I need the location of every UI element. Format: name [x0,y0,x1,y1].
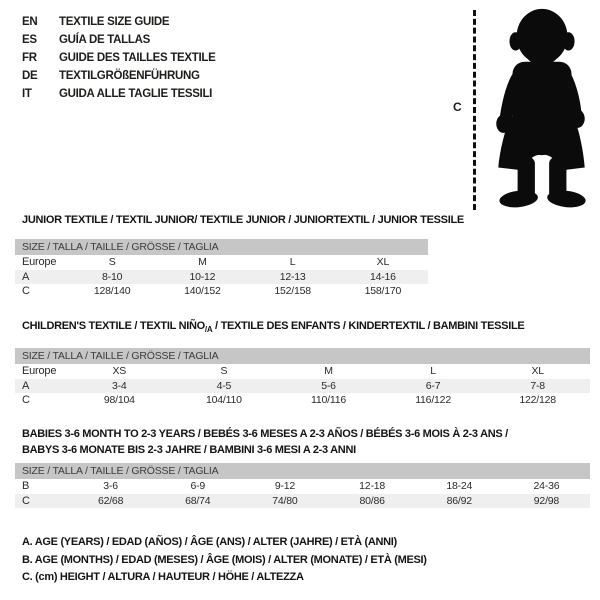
baby-silhouette-icon [480,6,600,211]
language-code: ES [22,34,37,46]
size-value-cell: 80/86 [359,494,385,507]
size-value-cell: 12-18 [359,480,386,493]
table-row [15,494,590,509]
size-value-cell: 68/74 [185,494,211,507]
note-line: A. AGE (YEARS) / EDAD (AÑOS) / ÂGE (ANS) / ALTER (JAHRE) / ETÀ (ANNI) [22,536,397,548]
size-value-cell: S [220,365,228,378]
size-value-cell: 14-16 [369,270,396,283]
size-value-cell: 152/158 [274,285,311,298]
size-value-cell: 18-24 [446,480,473,493]
language-title: GUIDA ALLE TAGLIE TESSILI [59,88,213,100]
children-title-post: / TEXTILE DES ENFANTS / KINDERTEXTIL / BAMBINI TESSILE [212,320,525,332]
size-value-cell: 74/80 [272,494,298,507]
height-measure-label: C [453,100,462,114]
size-value-cell: 110/116 [310,394,346,407]
size-value-cell: XS [112,365,127,378]
table-row [15,284,428,299]
size-value-cell: 92/98 [533,494,560,507]
size-value-cell: 158/170 [364,285,402,298]
size-value-cell: M [324,365,333,378]
language-title: TEXTILGRÖßENFÜHRUNG [59,70,200,82]
size-value-cell: 24-36 [533,480,560,493]
size-value-cell: 12-13 [279,270,306,283]
table-row [15,379,590,394]
table-row [15,364,590,379]
table-row [15,393,590,408]
size-value-cell: 140/152 [184,285,221,298]
language-code: EN [22,16,38,28]
children-textile-table [15,320,590,408]
size-value-cell: M [198,256,207,269]
babies-textile-table [15,426,590,508]
size-value-cell: 3-6 [103,480,118,493]
size-value-cell: 7-8 [530,379,545,392]
language-title: GUIDE DES TAILLES TEXTILE [59,52,216,64]
size-value-cell: 3-4 [112,379,127,392]
size-value-cell: 4-5 [216,379,232,392]
row-label: A [22,270,30,283]
junior-table-title: JUNIOR TEXTILE / TEXTIL JUNIOR/ TEXTILE JUNIOR / JUNIORTEXTIL / JUNIOR TESSILE [22,214,464,226]
size-value-cell: 10-12 [189,270,216,283]
children-title-pre: CHILDREN'S TEXTILE / TEXTIL NIÑO [22,320,205,332]
children-title-sub: /A [204,325,213,335]
size-value-cell: L [289,256,296,269]
size-value-cell: 6-9 [190,480,206,493]
babies-table-title [15,426,590,458]
size-value-cell: 128/140 [93,285,131,298]
language-code: FR [22,52,37,64]
row-label: C [22,394,30,407]
size-value-cell: 86/92 [446,494,472,507]
height-figure [440,0,600,215]
language-row [22,13,216,31]
size-header-bar: SIZE / TALLA / TAILLE / GRÖSSE / TAGLIA [15,348,590,364]
size-value-cell: 5-6 [321,379,336,392]
language-code: IT [22,88,32,100]
row-label: C [22,285,30,298]
babies-title-line2: BABYS 3-6 MONATE BIS 2-3 JAHRE / BAMBINI 3-6 MESI A 2-3 ANNI [22,444,356,456]
language-code: DE [22,70,38,82]
junior-textile-table [15,214,464,299]
note-line: C. (cm) HEIGHT / ALTURA / HAUTEUR / HÖHE / ALTEZZA [22,571,304,583]
height-measure-dashed-line [473,10,476,210]
size-value-cell: 122/128 [519,394,556,407]
size-value-cell: 116/122 [415,394,451,407]
size-value-cell: 6-7 [425,379,441,392]
table-row [15,479,590,494]
children-table-title [15,320,590,334]
size-header-bar: SIZE / TALLA / TAILLE / GRÖSSE / TAGLIA [15,239,428,255]
row-label: Europe [22,365,57,378]
language-row [22,31,216,49]
row-label: A [22,379,30,392]
size-value-cell: 104/110 [206,394,242,407]
table-row [15,270,428,285]
row-label: C [22,494,30,507]
size-value-cell: XL [531,365,544,378]
language-row [22,85,216,103]
size-value-cell: 8-10 [102,270,123,283]
row-label: Europe [22,256,57,269]
row-label: B [22,480,30,493]
language-title: GUÍA DE TALLAS [59,34,150,46]
language-title-list [22,13,216,103]
language-row [22,67,216,85]
size-value-cell: L [430,365,436,378]
language-title: TEXTILE SIZE GUIDE [59,16,170,28]
babies-title-line1: BABIES 3-6 MONTH TO 2-3 YEARS / BEBÉS 3-6 MESES A 2-3 AÑOS / BÉBÉS 3-6 MOIS À 2-3 ANS / [22,428,508,440]
size-header-bar: SIZE / TALLA / TAILLE / GRÖSSE / TAGLIA [15,463,590,479]
table-row [15,255,428,270]
size-value-cell: 98/104 [103,394,135,407]
size-value-cell: 62/68 [97,494,124,507]
size-value-cell: 9-12 [274,480,296,493]
legend-notes [22,534,427,587]
language-row [22,49,216,67]
note-line: B. AGE (MONTHS) / EDAD (MESES) / ÂGE (MOIS) / ALTER (MONATE) / ETÀ (MESI) [22,553,427,566]
size-value-cell: S [108,256,116,269]
size-value-cell: XL [376,256,390,269]
